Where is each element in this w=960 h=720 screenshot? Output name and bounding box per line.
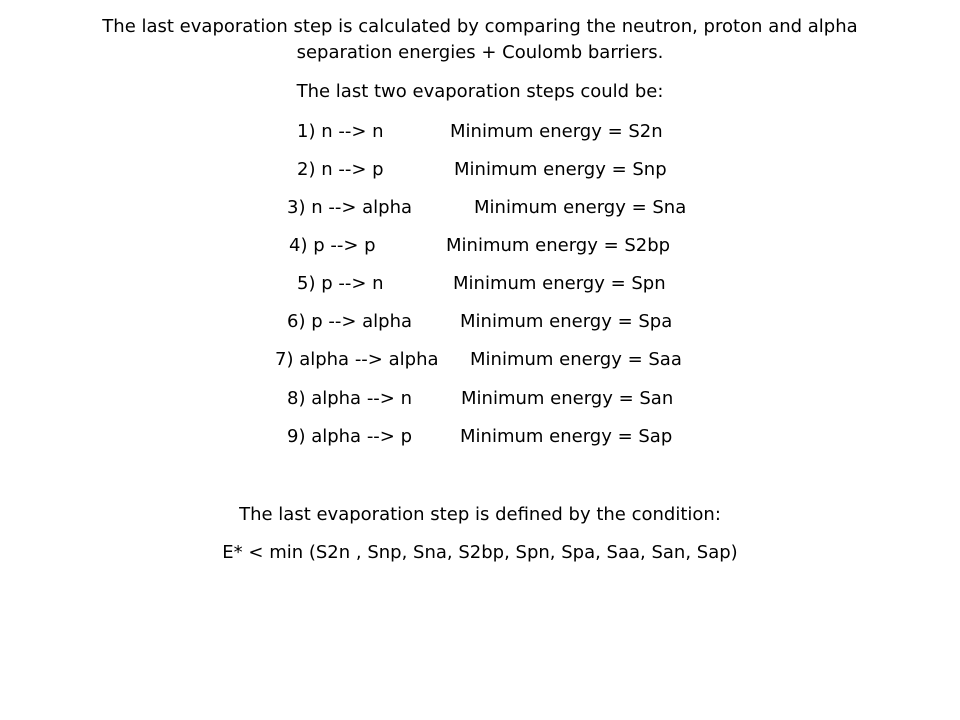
- step-row-4: [0, 234, 960, 258]
- condition-heading: The last evaporation step is defined by the condition:: [239, 504, 721, 525]
- step-label: 7) alpha --> alpha: [275, 349, 439, 370]
- step-label: 5) p --> n: [297, 273, 384, 294]
- step-row-5: [0, 272, 960, 296]
- step-label: 3) n --> alpha: [287, 197, 413, 218]
- step-energy: Minimum energy = Snp: [454, 159, 667, 180]
- step-energy: Minimum energy = Sap: [460, 426, 673, 447]
- steps-heading: The last two evaporation steps could be:: [296, 81, 664, 102]
- step-energy: Minimum energy = S2n: [450, 121, 663, 142]
- step-label: 6) p --> alpha: [287, 311, 413, 332]
- step-energy: Minimum energy = S2bp: [446, 235, 671, 256]
- condition-formula: E* < min (S2n , Snp, Sna, S2bp, Spn, Spa, Saa, San, Sap): [222, 542, 738, 563]
- step-row-2: [0, 158, 960, 182]
- step-row-7: [0, 348, 960, 372]
- step-row-3: [0, 196, 960, 220]
- step-label: 2) n --> p: [297, 159, 384, 180]
- step-energy: Minimum energy = Saa: [470, 349, 682, 370]
- intro-line-1: The last evaporation step is calculated by comparing the neutron, proton and alpha: [102, 16, 858, 37]
- step-energy: Minimum energy = San: [461, 388, 674, 409]
- step-row-1: [0, 120, 960, 144]
- step-label: 8) alpha --> n: [287, 388, 413, 409]
- intro-line-2: separation energies + Coulomb barriers.: [296, 42, 664, 63]
- step-energy: Minimum energy = Spa: [460, 311, 673, 332]
- step-row-8: [0, 387, 960, 411]
- step-energy: Minimum energy = Sna: [474, 197, 687, 218]
- step-label: 4) p --> p: [289, 235, 376, 256]
- step-row-9: [0, 425, 960, 449]
- step-energy: Minimum energy = Spn: [453, 273, 666, 294]
- step-label: 1) n --> n: [297, 121, 384, 142]
- step-label: 9) alpha --> p: [287, 426, 413, 447]
- step-row-6: [0, 310, 960, 334]
